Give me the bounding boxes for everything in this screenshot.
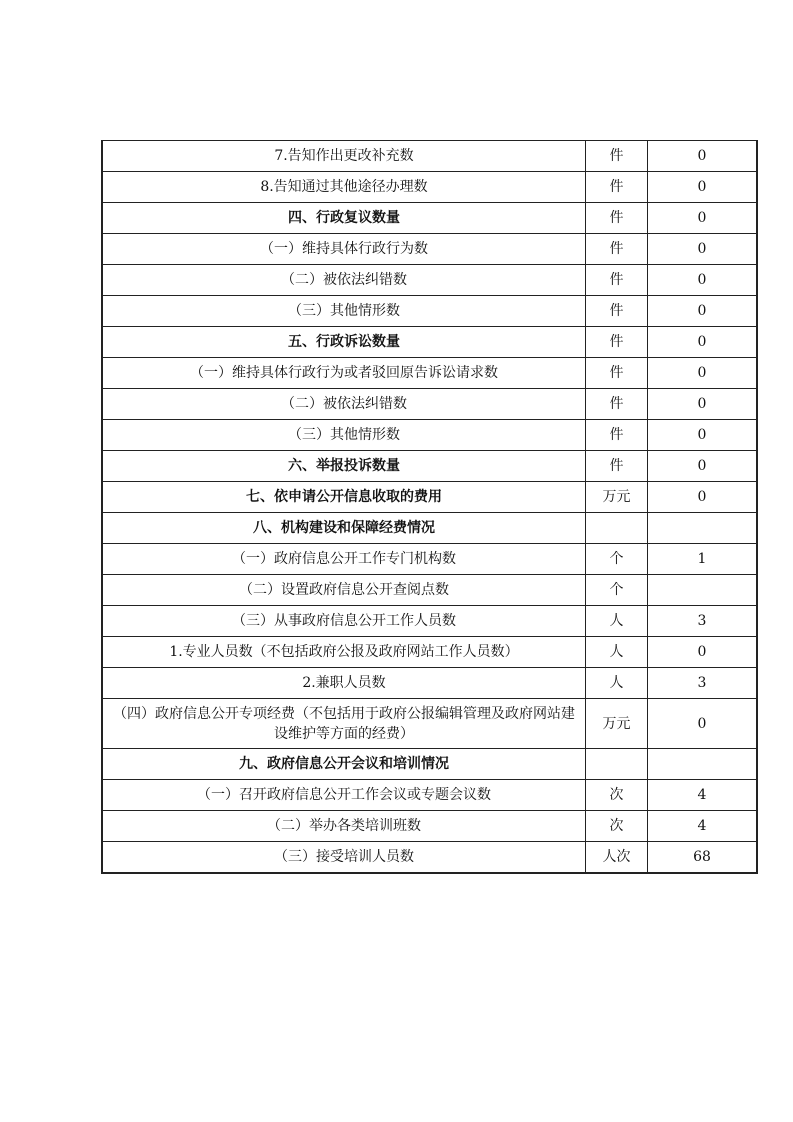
table-row bbox=[102, 358, 757, 389]
row-value: 0 bbox=[648, 482, 758, 513]
row-value: 0 bbox=[648, 141, 758, 172]
row-value: 4 bbox=[648, 780, 758, 811]
row-unit: 个 bbox=[586, 575, 648, 606]
row-unit: 万元 bbox=[586, 482, 648, 513]
row-value bbox=[648, 513, 758, 544]
statistics-table-body bbox=[102, 141, 757, 873]
row-item-label: （三）接受培训人员数 bbox=[102, 842, 586, 873]
row-item-label: 六、举报投诉数量 bbox=[102, 451, 586, 482]
row-unit: 人次 bbox=[586, 842, 648, 873]
row-unit: 件 bbox=[586, 389, 648, 420]
row-value: 3 bbox=[648, 668, 758, 699]
table-row bbox=[102, 811, 757, 842]
table-row bbox=[102, 172, 757, 203]
row-value: 0 bbox=[648, 265, 758, 296]
row-value: 0 bbox=[648, 296, 758, 327]
row-item-label: 五、行政诉讼数量 bbox=[102, 327, 586, 358]
table-row bbox=[102, 699, 757, 749]
row-value: 0 bbox=[648, 637, 758, 668]
table-row bbox=[102, 234, 757, 265]
row-value bbox=[648, 749, 758, 780]
row-item-label: （二）被依法纠错数 bbox=[102, 265, 586, 296]
row-value: 0 bbox=[648, 234, 758, 265]
table-row bbox=[102, 780, 757, 811]
row-unit: 万元 bbox=[586, 699, 648, 749]
table-row bbox=[102, 575, 757, 606]
row-value: 4 bbox=[648, 811, 758, 842]
row-unit: 件 bbox=[586, 234, 648, 265]
row-value: 0 bbox=[648, 420, 758, 451]
row-unit: 件 bbox=[586, 358, 648, 389]
row-unit: 件 bbox=[586, 265, 648, 296]
statistics-table-container bbox=[101, 140, 748, 874]
table-row bbox=[102, 637, 757, 668]
row-item-label: 九、政府信息公开会议和培训情况 bbox=[102, 749, 586, 780]
row-item-label: 1.专业人员数（不包括政府公报及政府网站工作人员数） bbox=[102, 637, 586, 668]
row-unit: 件 bbox=[586, 296, 648, 327]
table-row bbox=[102, 141, 757, 172]
table-row bbox=[102, 513, 757, 544]
row-unit: 件 bbox=[586, 203, 648, 234]
row-item-label: （三）从事政府信息公开工作人员数 bbox=[102, 606, 586, 637]
row-value: 0 bbox=[648, 172, 758, 203]
row-value: 0 bbox=[648, 699, 758, 749]
row-item-label: （二）设置政府信息公开查阅点数 bbox=[102, 575, 586, 606]
table-row bbox=[102, 389, 757, 420]
row-unit: 次 bbox=[586, 811, 648, 842]
row-value: 0 bbox=[648, 203, 758, 234]
table-row bbox=[102, 606, 757, 637]
row-unit: 件 bbox=[586, 172, 648, 203]
row-unit: 人 bbox=[586, 668, 648, 699]
table-row bbox=[102, 544, 757, 575]
row-unit: 个 bbox=[586, 544, 648, 575]
row-value: 0 bbox=[648, 389, 758, 420]
row-unit: 人 bbox=[586, 637, 648, 668]
row-item-label: （四）政府信息公开专项经费（不包括用于政府公报编辑管理及政府网站建设维护等方面的经费） bbox=[102, 699, 586, 749]
table-row bbox=[102, 482, 757, 513]
statistics-table bbox=[101, 140, 758, 874]
row-item-label: （二）被依法纠错数 bbox=[102, 389, 586, 420]
row-item-label: （三）其他情形数 bbox=[102, 420, 586, 451]
row-unit: 件 bbox=[586, 141, 648, 172]
table-row bbox=[102, 296, 757, 327]
row-value: 1 bbox=[648, 544, 758, 575]
row-unit: 次 bbox=[586, 780, 648, 811]
row-value: 0 bbox=[648, 451, 758, 482]
row-item-label: （一）维持具体行政行为数 bbox=[102, 234, 586, 265]
row-value: 0 bbox=[648, 358, 758, 389]
row-unit: 件 bbox=[586, 327, 648, 358]
row-item-label: 7.告知作出更改补充数 bbox=[102, 141, 586, 172]
row-unit: 件 bbox=[586, 451, 648, 482]
row-item-label: 七、依申请公开信息收取的费用 bbox=[102, 482, 586, 513]
row-item-label: 8.告知通过其他途径办理数 bbox=[102, 172, 586, 203]
row-unit: 人 bbox=[586, 606, 648, 637]
table-row bbox=[102, 842, 757, 873]
row-item-label: （一）政府信息公开工作专门机构数 bbox=[102, 544, 586, 575]
row-value: 68 bbox=[648, 842, 758, 873]
row-value bbox=[648, 575, 758, 606]
row-unit bbox=[586, 513, 648, 544]
table-row bbox=[102, 668, 757, 699]
table-row bbox=[102, 265, 757, 296]
table-row bbox=[102, 451, 757, 482]
row-item-label: 四、行政复议数量 bbox=[102, 203, 586, 234]
row-unit: 件 bbox=[586, 420, 648, 451]
table-row bbox=[102, 420, 757, 451]
row-item-label: 2.兼职人员数 bbox=[102, 668, 586, 699]
row-unit bbox=[586, 749, 648, 780]
row-value: 3 bbox=[648, 606, 758, 637]
table-row bbox=[102, 749, 757, 780]
row-item-label: （二）举办各类培训班数 bbox=[102, 811, 586, 842]
row-item-label: （一）召开政府信息公开工作会议或专题会议数 bbox=[102, 780, 586, 811]
table-row bbox=[102, 327, 757, 358]
row-value: 0 bbox=[648, 327, 758, 358]
row-item-label: （一）维持具体行政行为或者驳回原告诉讼请求数 bbox=[102, 358, 586, 389]
table-row bbox=[102, 203, 757, 234]
row-item-label: 八、机构建设和保障经费情况 bbox=[102, 513, 586, 544]
row-item-label: （三）其他情形数 bbox=[102, 296, 586, 327]
